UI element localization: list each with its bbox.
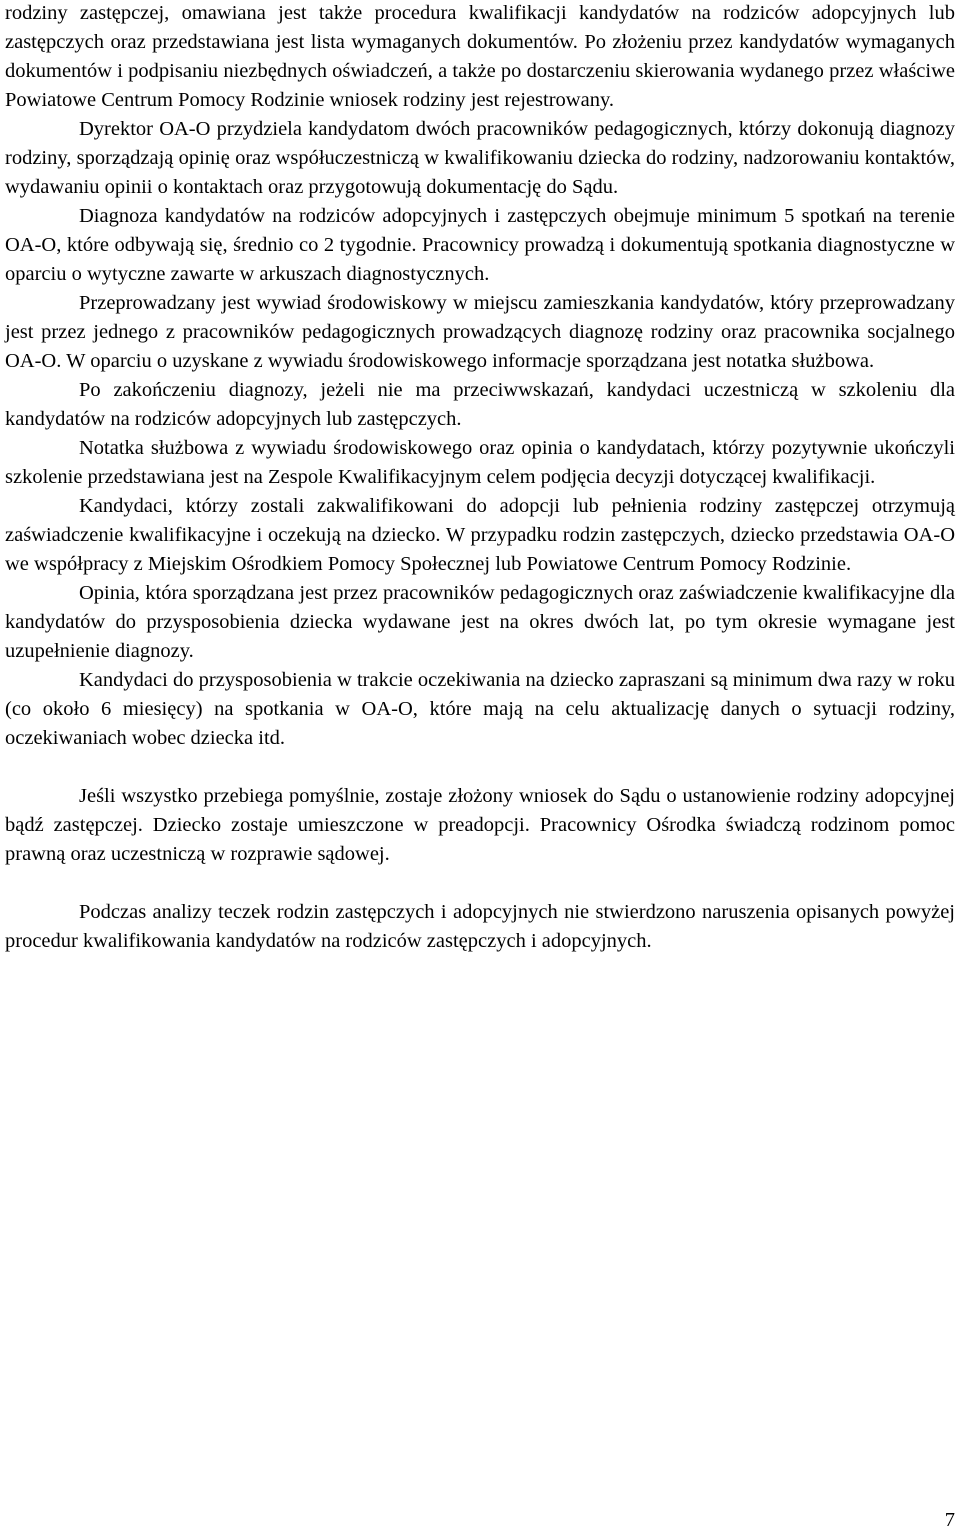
paragraph-qualification-team: Notatka służbowa z wywiadu środowiskowego oraz opinia o kandydatach, którzy pozytywnie ukończyli szkolenie przedstawiana jest na Zespole Kwalifikacyjnym celem podjęcia decyzji dotyczącej kwalifikacji.: [5, 437, 955, 488]
paragraph-opinion-validity: Opinia, która sporządzana jest przez pracowników pedagogicznych oraz zaświadczenie kwalifikacyjne dla kandydatów do przysposobienia dziecka wydawane jest na okres dwóch lat, po tym okresie wymagane jest uzupełnienie diagnozy.: [5, 582, 955, 662]
paragraph-spacer: [5, 869, 955, 898]
page-number: 7: [944, 1509, 955, 1531]
paragraph-environmental-interview: Przeprowadzany jest wywiad środowiskowy w miejscu zamieszkania kandydatów, który przeprowadzany jest przez jednego z pracowników pedagogicznych prowadzących diagnozę rodziny oraz pracownika socjalnego OA-O. W oparciu o uzyskane z wywiadu środowiskowego informacje sporządzana jest notatka służbowa.: [5, 292, 955, 372]
paragraph-qualified-candidates: Kandydaci, którzy zostali zakwalifikowani do adopcji lub pełnienia rodziny zastępczej otrzymują zaświadczenie kwalifikacyjne i oczekują na dziecko. W przypadku rodzin zastępczych, dziecko przedstawia OA-O we współpracy z Miejskim Ośrodkiem Pomocy Społecznej lub Powiatowe Centrum Pomocy Rodzinie.: [5, 495, 955, 575]
body-text: [5, 0, 955, 956]
paragraph-audit-conclusion: Podczas analizy teczek rodzin zastępczych i adopcyjnych nie stwierdzono naruszenia opisanych powyżej procedur kwalifikowania kandydatów na rodziców zastępczych i adopcyjnych.: [5, 901, 955, 952]
paragraph-director-assignment: Dyrektor OA-O przydziela kandydatom dwóch pracowników pedagogicznych, którzy dokonują diagnozy rodziny, sporządzają opinię oraz współuczestniczą w kwalifikowaniu dziecka do rodziny, nadzorowaniu kontaktów, wydawaniu opinii o kontaktach oraz przygotowują dokumentację do Sądu.: [5, 118, 955, 198]
paragraph-training: Po zakończeniu diagnozy, jeżeli nie ma przeciwwskazań, kandydaci uczestniczą w szkoleniu dla kandydatów na rodziców adopcyjnych lub zastępczych.: [5, 379, 955, 430]
paragraph-waiting-meetings: Kandydaci do przysposobienia w trakcie oczekiwania na dziecko zapraszani są minimum dwa razy w roku (co około 6 miesięcy) na spotkania w OA-O, które mają na celu aktualizację danych o sytuacji rodziny, oczekiwaniach wobec dziecka itd.: [5, 669, 955, 749]
paragraph-court-application: Jeśli wszystko przebiega pomyślnie, zostaje złożony wniosek do Sądu o ustanowienie rodziny adopcyjnej bądź zastępczej. Dziecko zostaje umieszczone w preadopcji. Pracownicy Ośrodka świadczą rodzinom pomoc prawną oraz uczestniczą w rozprawie sądowej.: [5, 785, 955, 865]
paragraph-continuation: rodziny zastępczej, omawiana jest także procedura kwalifikacji kandydatów na rodziców adopcyjnych lub zastępczych oraz przedstawiana jest lista wymaganych dokumentów. Po złożeniu przez kandydatów wymaganych dokumentów i podpisaniu niezbędnych oświadczeń, a także po dostarczeniu skierowania wydanego przez właściwe Powiatowe Centrum Pomocy Rodzinie wniosek rodziny jest rejestrowany.: [5, 2, 955, 111]
paragraph-diagnosis: Diagnoza kandydatów na rodziców adopcyjnych i zastępczych obejmuje minimum 5 spotkań na terenie OA-O, które odbywają się, średnio co 2 tygodnie. Pracownicy prowadzą i dokumentują spotkania diagnostyczne w oparciu o wytyczne zawarte w arkuszach diagnostycznych.: [5, 205, 955, 285]
paragraph-spacer: [5, 753, 955, 782]
